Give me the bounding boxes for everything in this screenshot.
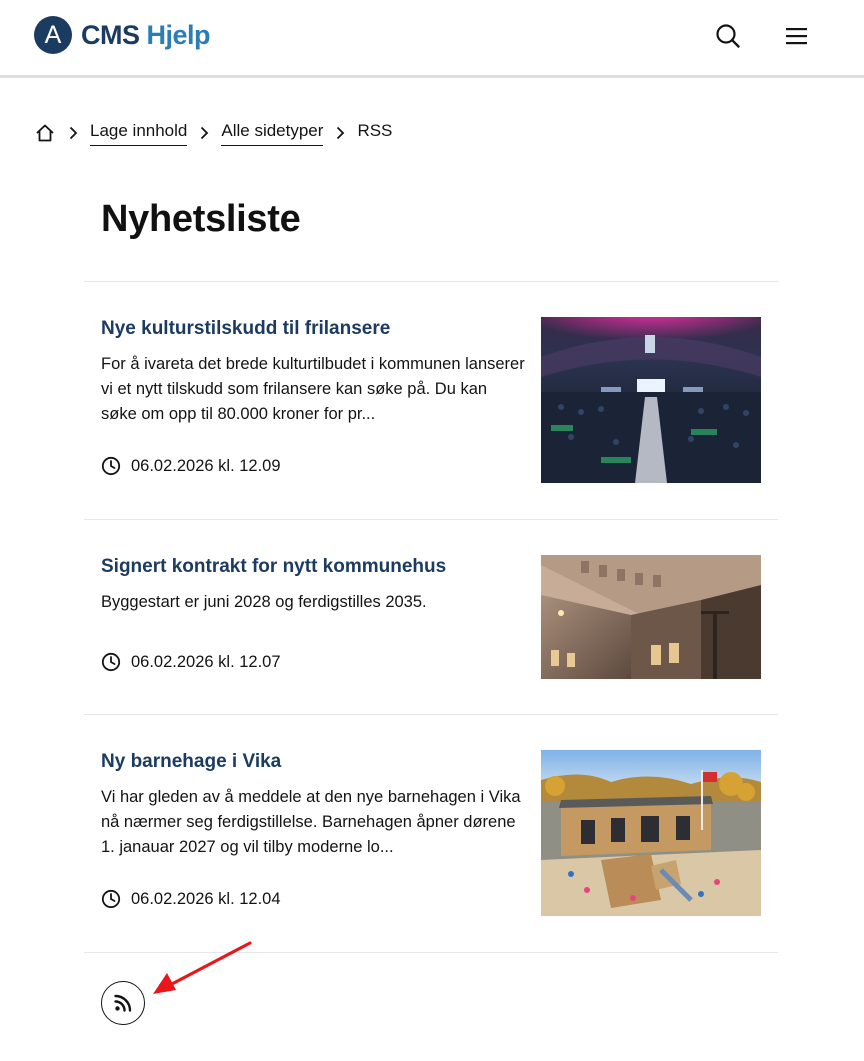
hamburger-menu-icon [785,26,809,46]
rss-icon [113,993,133,1013]
clock-icon [101,889,121,909]
breadcrumb-item-alle-sidetyper[interactable]: Alle sidetyper [221,121,323,146]
site-header [0,0,864,78]
clock-icon [101,456,121,476]
rss-feed-button[interactable] [101,981,145,1025]
news-item [101,749,761,919]
news-title-link[interactable]: Nye kulturstilskudd til frilansere [101,318,391,339]
news-date-text: 06.02.2026 kl. 12.09 [131,456,281,475]
news-item [101,554,761,684]
town-hall-building-photo[interactable] [541,555,761,679]
logo-text [81,20,210,51]
clock-icon [101,652,121,672]
logo-text-accent: Hjelp [146,19,211,50]
divider [84,952,778,953]
divider [84,281,778,282]
divider [84,519,778,520]
chevron-right-icon [323,126,357,140]
news-excerpt: Vi har gleden av å meddele at den nye barnehagen i Vika nå nærmer seg ferdigstillelse. Barnehagen åpner dørene 1. janauar 2027 og vil tilby moderne lo... [101,788,521,856]
news-date-text: 06.02.2026 kl. 12.07 [131,652,281,671]
news-excerpt: Byggestart er juni 2028 og ferdigstilles 2035. [101,593,427,611]
kindergarten-playground-photo[interactable] [541,750,761,916]
news-title-link[interactable]: Ny barnehage i Vika [101,751,282,772]
news-date [101,456,281,476]
breadcrumb-home-link[interactable] [34,122,56,144]
news-excerpt: For å ivareta det brede kulturtilbudet i kommunen lanserer vi et nytt tilskudd som frilansere kan søke på. Du kan søke om opp til 80.000 kroner for pr... [101,355,525,423]
search-icon [715,23,741,49]
chevron-right-icon [56,126,90,140]
news-date [101,652,281,672]
breadcrumb [34,118,392,148]
concert-hall-photo[interactable] [541,317,761,483]
logo-text-main: CMS [81,19,140,50]
menu-button[interactable] [779,18,815,54]
divider [84,714,778,715]
home-icon [35,123,55,143]
site-logo[interactable] [34,16,210,54]
news-date [101,889,281,909]
logo-badge: A [34,16,72,54]
news-title-link[interactable]: Signert kontrakt for nytt kommunehus [101,556,447,577]
search-button[interactable] [710,18,746,54]
chevron-right-icon [187,126,221,140]
news-date-text: 06.02.2026 kl. 12.04 [131,889,281,908]
page-title: Nyhetsliste [101,198,301,240]
breadcrumb-item-lage-innhold[interactable]: Lage innhold [90,121,187,146]
news-item [101,316,761,486]
breadcrumb-current: RSS [357,120,393,140]
